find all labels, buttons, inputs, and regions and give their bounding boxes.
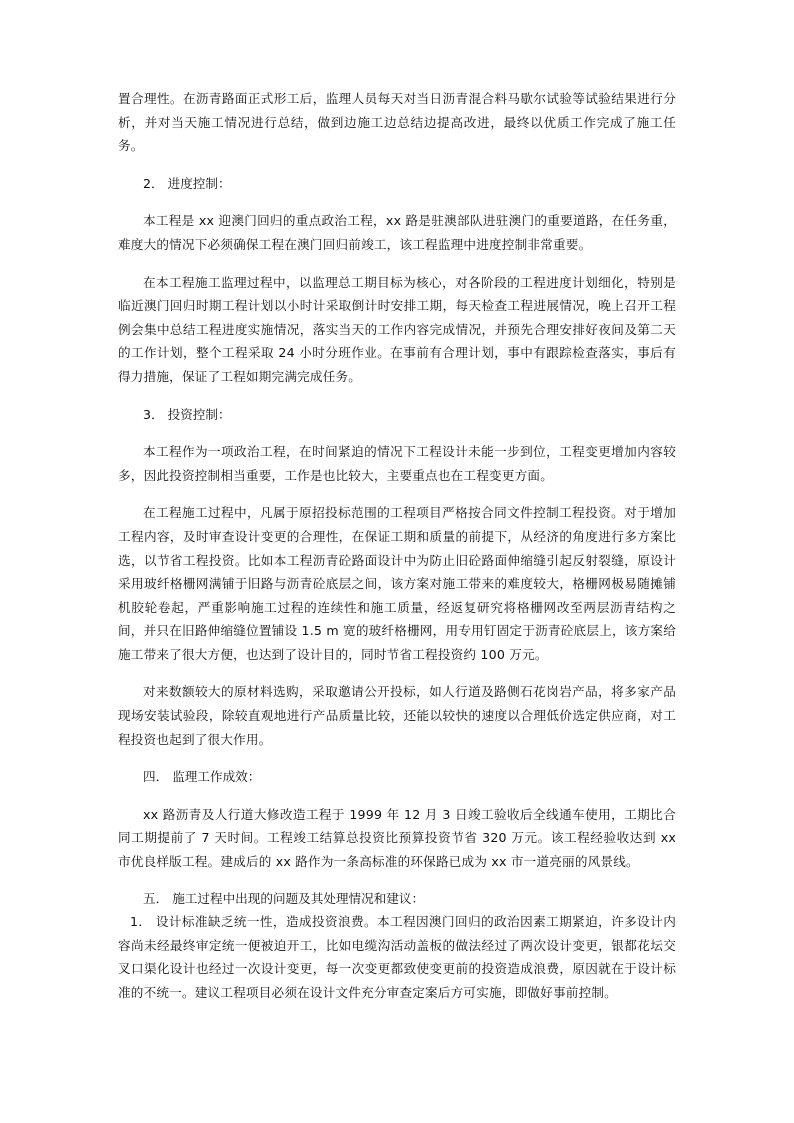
spacer: [118, 158, 676, 172]
heading-supervision-results: 四． 监理工作成效：: [143, 769, 261, 785]
heading-progress-control: 2． 进度控制：: [143, 175, 231, 191]
spacer: [118, 789, 676, 803]
spacer: [118, 257, 676, 271]
heading-problems-suggestions: 五． 施工过程中出现的问题及其处理情况和建议：: [143, 890, 425, 906]
paragraph-investment-process: 在工程施工过程中，凡属于原招投标范围的工程项目严格按合同文件控制工程投资。对于增加工程内容，及时审查设计变更的合理性，在保证工期和质量的前提下，从经济的角度进行多方案比选，以节省工程投资。比如本工程沥青砼路面设计中为防止旧砼路面伸缩缝引起反射裂缝，原设计采用玻纤格栅网满铺于旧路与沥青砼底层之间，该方案对施工带来的难度较大，格栅网极易随摊铺机胶轮卷起，严重影响施工过程的连续性和施工质量，经返复研究将格栅网改至两层沥青结构之间，并只在旧路伸缩缝位置铺设 1.5 m 宽的玻纤格栅网，用专用钉固定于沥青砼底层上，该方案给施工带来了很大方便，也达到了设计目的，同时节省工程投资约 100 万元。: [118, 505, 676, 662]
list-item-design-standard: 1． 设计标准缺乏统一性，造成投资浪费。本工程因澳门回归的政治因素工期紧迫，许多设计内容尚未经最终审定统一便被迫开工，比如电缆沟活动盖板的做法经过了两次设计变更，银都花坛交叉口渠化设计也经过一次设计变更，每一次变更都致使变更前的投资造成浪费，原因就在于设计标准的不统一。建议工程项目必须在设计文件充分审查定案后方可实施，即做好事前控制。: [118, 914, 676, 1000]
paragraph-progress-process: 在本工程施工监理过程中，以监理总工期目标为核心，对各阶段的工程进度计划细化，特别是临近澳门回归时期工程计划以小时计采取倒计时安排工期，每天检查工程进展情况，晚上召开工程例会集中总结工程进度实施情况，落实当天的工作内容完成情况，并预先合理安排好夜间及第二天的工作计划，整个工程采取 24 小时分班作业。在事前有合理计划，事中有跟踪检查落实，事后有得力措施，保证了工程如期完满完成任务。: [118, 274, 676, 384]
spacer: [118, 666, 676, 680]
spacer: [118, 389, 676, 403]
spacer: [118, 874, 676, 887]
paragraph-quality-summary: 置合理性。在沥青路面正式形工后，监理人员每天对当日沥青混合料马歇尔试验等试验结果进行分析，并对当天施工情况进行总结，做到边施工边总结边提高改进，最终以优质工作完成了施工任务。: [118, 91, 676, 154]
paragraph-material-procurement: 对来数额较大的原材料选购，采取邀请公开投标，如人行道及路侧石花岗岩产品，将多家产品现场安装试验段，除较直观地进行产品质量比较，还能以较快的速度以合理低价选定供应商，对工程投资也起到了很大作用。: [118, 684, 676, 747]
spacer: [118, 426, 676, 440]
spacer: [118, 195, 676, 209]
paragraph-investment-importance: 本工程作为一项政治工程，在时间紧迫的情况下工程设计未能一步到位，工程变更增加内容较多，因此投资控制相当重要，工作是也比较大，主要重点也在工程变更方面。: [118, 444, 676, 483]
paragraph-progress-importance: 本工程是 xx 迎澳门回归的重点政治工程，xx 路是驻澳部队进驻澳门的重要道路，在任务重，难度大的情况下必须确保工程在澳门回归前竣工，该工程监理中进度控制非常重要。: [118, 213, 676, 252]
heading-investment-control: 3． 投资控制：: [143, 406, 231, 422]
spacer: [118, 751, 676, 765]
document-page: [118, 87, 676, 1005]
paragraph-results-summary: xx 路沥青及人行道大修改造工程于 1999 年 12 月 3 日竣工验收后全线通车使用，工期比合同工期提前了 7 天时间。工程竣工结算总投资比预算投资节省 320 万元。该工程经验收达到 xx 市优良样版工程。建成后的 xx 路作为一条高标准的环保路已成为 xx 市一道亮丽的风景线。: [118, 806, 676, 870]
spacer: [118, 487, 676, 501]
